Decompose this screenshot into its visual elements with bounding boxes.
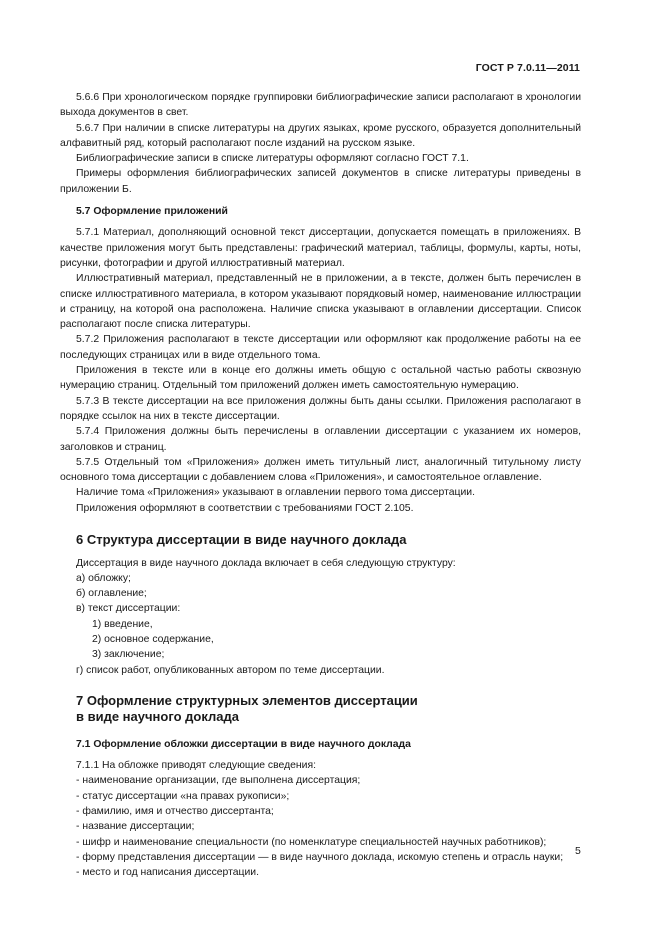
paragraph-5-7-2: 5.7.2 Приложения располагают в тексте диссертации или оформляют как продолжение работы на ее последующих страницах или в виде отдельного тома.: [60, 334, 581, 361]
paragraph-sec6-intro: Диссертация в виде научного доклада включает в себя следующую структуру:: [76, 557, 456, 569]
list-item-v3: 3) заключение;: [92, 649, 165, 661]
section-heading-6: 6 Структура диссертации в виде научного доклада: [76, 532, 407, 548]
dash-item-status: - статус диссертации «на правах рукописи»;: [76, 790, 290, 802]
list-item-b: б) оглавление;: [76, 588, 147, 600]
page-content: [60, 90, 581, 881]
list-item-g: г) список работ, опубликованных автором по теме диссертации.: [76, 664, 385, 676]
section-heading-7-line2: в виде научного доклада: [76, 709, 239, 725]
page-number: 5: [575, 845, 581, 857]
list-item-v: в) текст диссертации:: [76, 603, 181, 615]
paragraph-numbering: Приложения в тексте или в конце его должны иметь общую с остальной частью работы сквозную нумерацию страниц. Отдельный том приложений должен иметь самостоятельную нумерацию.: [60, 365, 581, 392]
dash-item-specialty: - шифр и наименование специальности (по номенклатуре специальностей научных работников);: [76, 836, 547, 848]
paragraph-5-7-3: 5.7.3 В тексте диссертации на все приложения должны быть даны ссылки. Приложения располагают в порядке ссылок на них в тексте диссертации.: [60, 395, 581, 422]
paragraph-bib-examples: Примеры оформления библиографических записей документов в списке литературы приведены в приложении Б.: [60, 168, 581, 195]
document-header: ГОСТ Р 7.0.11—2011: [475, 62, 580, 74]
paragraph-5-7-5: 5.7.5 Отдельный том «Приложения» должен иметь титульный лист, аналогичный титульному листу основного тома диссертации с добавлением слова «Приложения», и самостоятельное оглавление.: [60, 456, 581, 484]
dash-item-place-year: - место и год написания диссертации.: [76, 867, 259, 879]
dash-item-title: - название диссертации;: [76, 821, 195, 833]
dash-item-form: - форму представления диссертации — в виде научного доклада, искомую степень и отрасль науки;: [76, 851, 564, 863]
list-item-a: а) обложку;: [76, 572, 131, 584]
paragraph-5-7-1: 5.7.1 Материал, дополняющий основной текст диссертации, допускается помещать в приложениях. В качестве приложения могут быть представлены: графический материал, таблицы, формулы, карты, ноты, рисунки, фотографии и другой иллюстративный материал.: [60, 227, 581, 269]
paragraph-7-1-1: 7.1.1 На обложке приводят следующие сведения:: [76, 760, 316, 772]
dash-item-name: - фамилию, имя и отчество диссертанта;: [76, 806, 274, 818]
subsection-heading-7-1: 7.1 Оформление обложки диссертации в виде научного доклада: [76, 738, 411, 750]
paragraph-gost: Приложения оформляют в соответствии с требованиями ГОСТ 2.105.: [76, 502, 414, 514]
list-item-v1: 1) введение,: [92, 618, 153, 630]
subsection-heading-5-7: 5.7 Оформление приложений: [76, 206, 228, 218]
paragraph-5-6-6: 5.6.6 При хронологическом порядке группировки библиографические записи располагают в хронологии выхода документов в свет.: [60, 92, 581, 119]
section-heading-7-line1: 7 Оформление структурных элементов диссертации: [76, 692, 418, 708]
dash-item-organization: - наименование организации, где выполнена диссертация;: [76, 775, 361, 787]
list-item-v2: 2) основное содержание,: [92, 634, 214, 645]
paragraph-bib-records: Библиографические записи в списке литературы оформляют согласно ГОСТ 7.1.: [76, 153, 469, 165]
paragraph-5-6-7: 5.6.7 При наличии в списке литературы на других языках, кроме русского, образуется дополнительный алфавитный ряд, который располагают после изданий на русском языке.: [60, 122, 581, 149]
paragraph-illustrations: Иллюстративный материал, представленный не в приложении, а в тексте, должен быть перечислен в списке иллюстративного материала, в котором указывают порядковый номер, наименование иллюстрации и страницу, на которой она расположена. Наличие списка указывают в оглавлении диссертации. Список располагают после списка литературы.: [60, 273, 581, 331]
paragraph-volume: Наличие тома «Приложения» указывают в оглавлении первого тома диссертации.: [76, 487, 475, 499]
paragraph-5-7-4: 5.7.4 Приложения должны быть перечислены в оглавлении диссертации с указанием их номеров, заголовков и страниц.: [60, 426, 581, 453]
